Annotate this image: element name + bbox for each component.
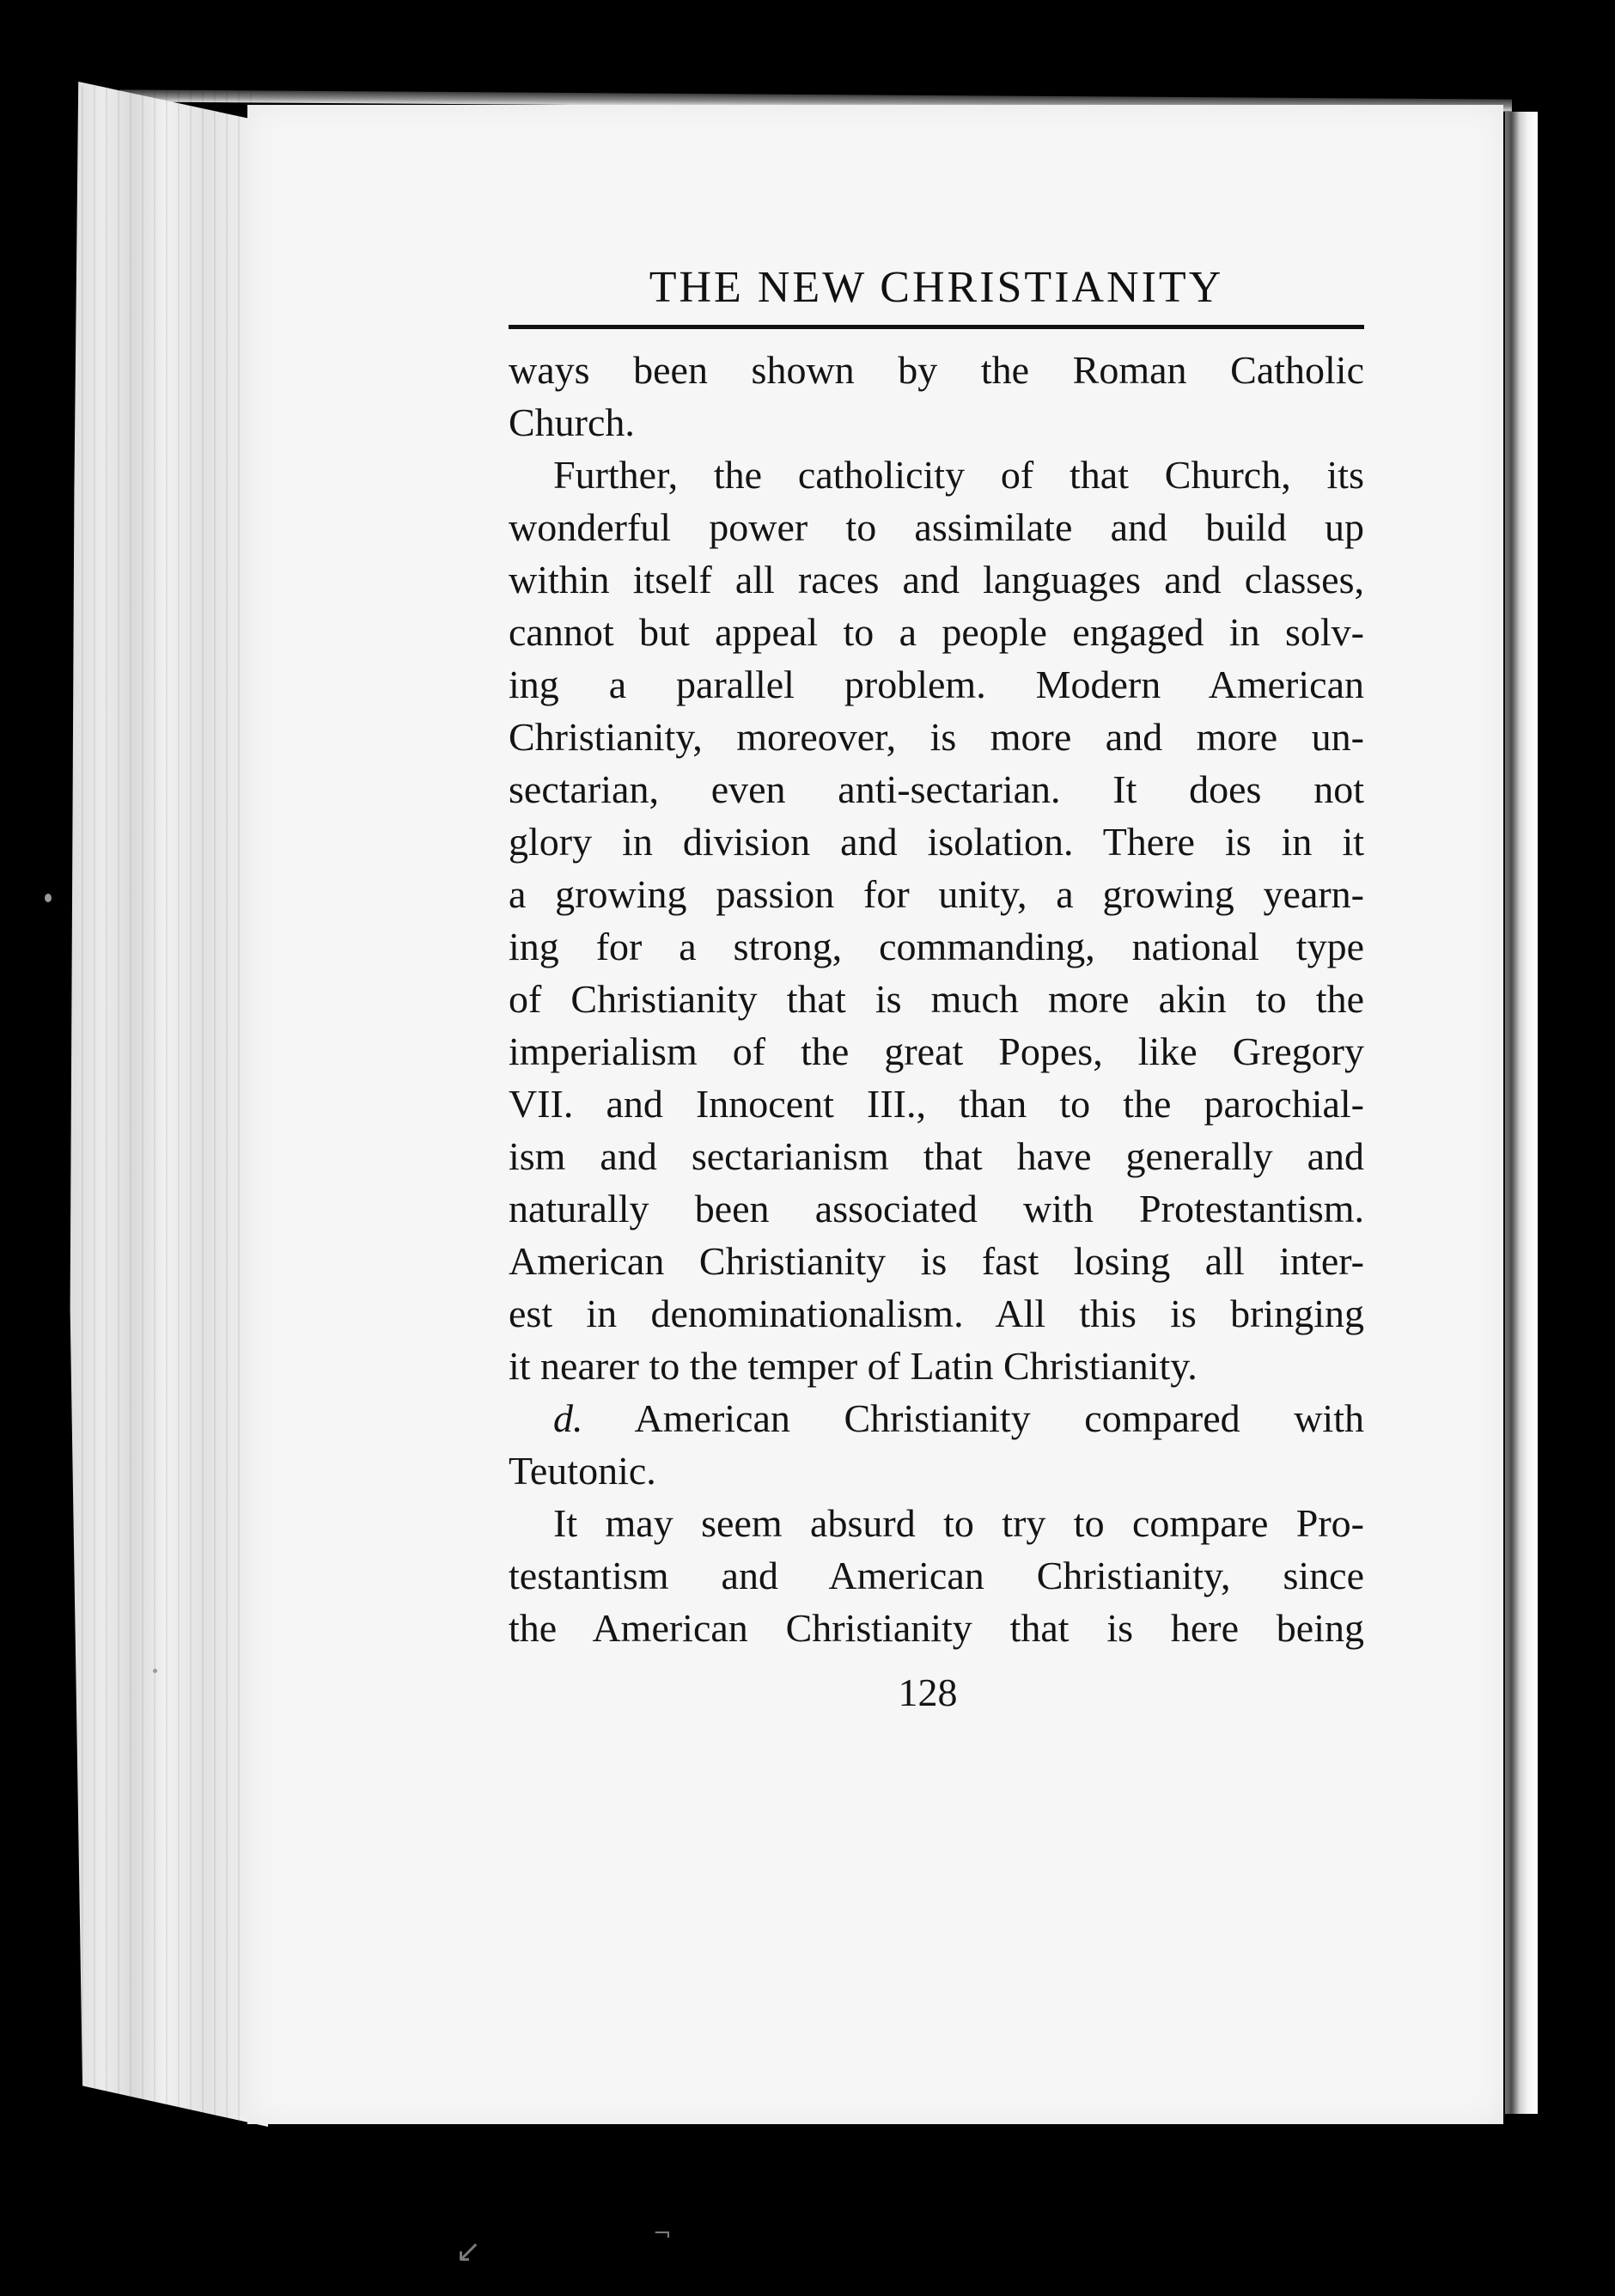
text-line: ways been shown by the Roman Catholic (509, 348, 1364, 392)
text-line: VII. and Innocent III., than to the parochial- (509, 1082, 1364, 1126)
dust-speck (45, 894, 52, 902)
dust-speck (153, 1669, 157, 1673)
text-line (509, 1392, 1364, 1444)
scan-mark: ¬ (653, 2221, 672, 2247)
page-number: 128 (898, 1670, 958, 1714)
section-letter: d. (553, 1396, 583, 1440)
text-line: Teutonic. (509, 1449, 656, 1493)
text-line: est in denominationalism. All this is bringing (509, 1292, 1364, 1335)
text-line: naturally been associated with Protestantism. (509, 1187, 1364, 1230)
text-line: a growing passion for unity, a growing yearn- (509, 872, 1364, 916)
text-line: wonderful power to assimilate and build up (509, 505, 1364, 549)
text-line: ing a parallel problem. Modern American (509, 663, 1364, 706)
text-line: of Christianity that is much more akin to the (509, 977, 1364, 1021)
text-line: It may seem absurd to try to compare Pro- (553, 1501, 1364, 1545)
text-line: sectarian, even anti-sectarian. It does not (509, 767, 1364, 811)
text-line: cannot but appeal to a people engaged in solv- (509, 610, 1364, 654)
text-line: glory in division and isolation. There is in it (509, 820, 1364, 864)
text-line: it nearer to the temper of Latin Christianity. (509, 1344, 1198, 1388)
text-line: Christianity, moreover, is more and more un- (509, 715, 1364, 759)
text-line: the American Christianity that is here being (509, 1606, 1364, 1650)
page-stack-lines (82, 86, 253, 2122)
text-line: Further, the catholicity of that Church, its (553, 453, 1364, 497)
body-text (509, 344, 1364, 1654)
text-line: ing for a strong, commanding, national type (509, 925, 1364, 968)
text-line: ism and sectarianism that have generally and (509, 1134, 1364, 1178)
scan-mark: ↙ (455, 2234, 482, 2269)
header-rule (509, 325, 1364, 329)
text-line-rest: American Christianity compared with (582, 1396, 1364, 1440)
text-line: imperialism of the great Popes, like Gregory (509, 1029, 1364, 1073)
text-line: American Christianity is fast losing all inter- (509, 1239, 1364, 1283)
text-line: within itself all races and languages and classes, (509, 558, 1364, 601)
text-line: Church. (509, 400, 635, 444)
running-head: THE NEW CHRISTIANITY (649, 263, 1224, 312)
facing-page-edge (1505, 112, 1538, 2114)
text-line: testantism and American Christianity, since (509, 1554, 1364, 1597)
